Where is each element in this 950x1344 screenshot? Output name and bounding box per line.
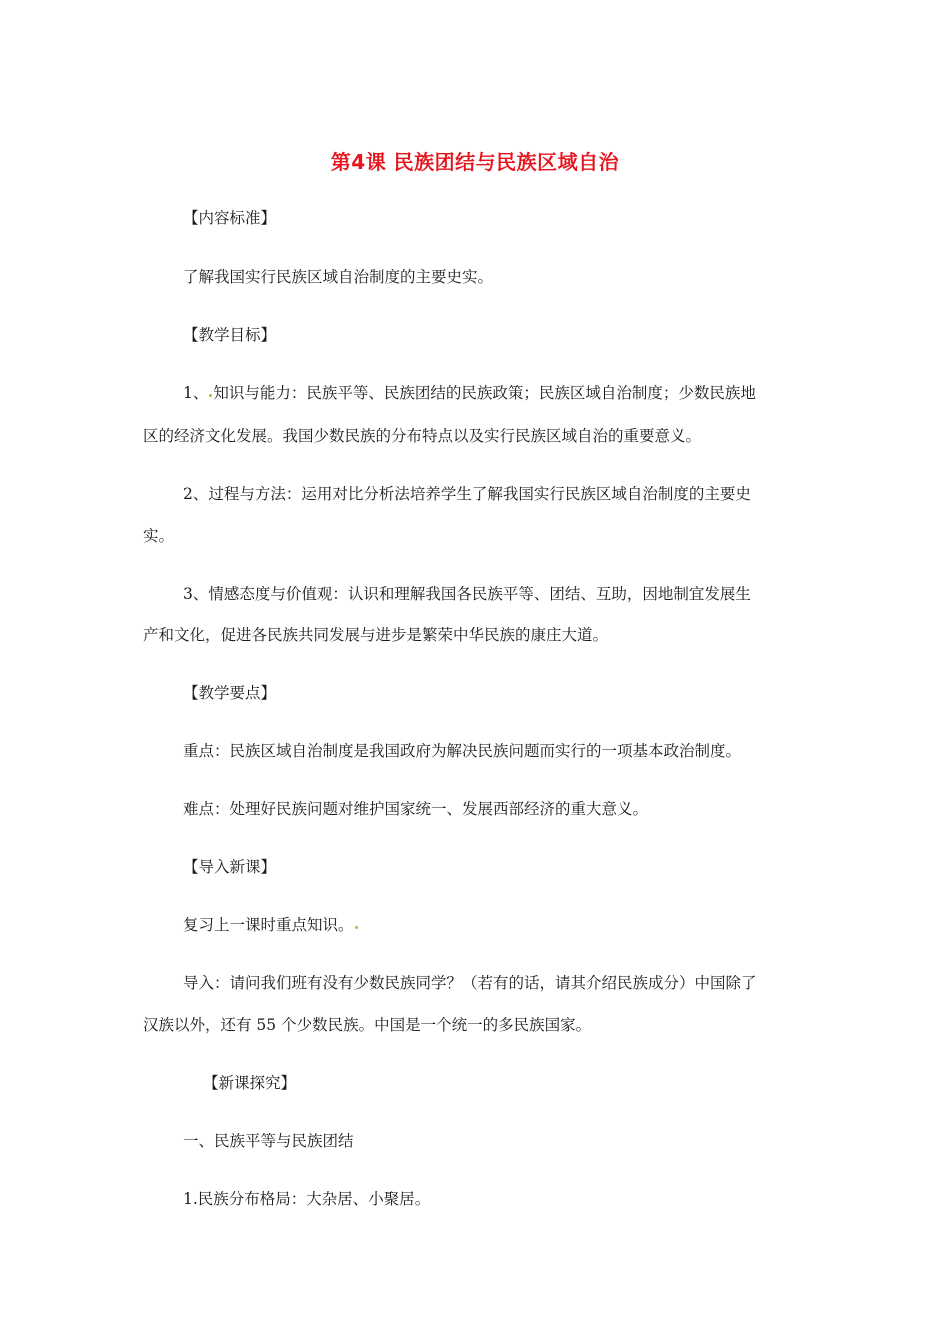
lesson-title: 第4课 民族团结与民族区域自治	[330, 150, 620, 174]
goal-3-line-2: 产和文化，促进各民族共同发展与进步是繁荣中华民族的康庄大道。	[143, 626, 609, 644]
new-lesson-heading: 【新课探究】	[203, 1074, 297, 1092]
teaching-goal-heading: 【教学目标】	[183, 326, 277, 344]
goal-2-line-1: 2、过程与方法：运用对比分析法培养学生了解我国实行民族区域自治制度的主要史	[183, 485, 751, 503]
review-text	[183, 914, 359, 936]
content-standard-heading: 【内容标准】	[183, 209, 277, 227]
content-standard-text: 了解我国实行民族区域自治制度的主要史实。	[183, 268, 494, 286]
goal-1-number: 1、	[183, 384, 209, 402]
key-points-heading: 【教学要点】	[183, 684, 277, 702]
stray-mark-icon	[355, 926, 358, 929]
stray-mark-icon	[209, 394, 212, 397]
goal-1-line-1	[183, 382, 756, 404]
goal-2-line-2: 实。	[143, 527, 175, 545]
difficult-point: 难点：处理好民族问题对维护国家统一、发展西部经济的重大意义。	[183, 800, 649, 818]
goal-1-text: 知识与能力：民族平等、民族团结的民族政策；民族区域自治制度；少数民族地	[213, 384, 756, 402]
part-1-heading: 一、民族平等与民族团结	[183, 1132, 354, 1150]
intro-heading: 【导入新课】	[183, 858, 277, 876]
key-point: 重点：民族区域自治制度是我国政府为解决民族问题而实行的一项基本政治制度。	[183, 742, 742, 760]
intro-line-2: 汉族以外，还有 55 个少数民族。中国是一个统一的多民族国家。	[143, 1016, 592, 1034]
intro-line-1: 导入：请问我们班有没有少数民族同学？（若有的话，请其介绍民族成分）中国除了	[183, 974, 757, 992]
goal-3-line-1: 3、情感态度与价值观：认识和理解我国各民族平等、团结、互助，因地制宜发展生	[183, 585, 751, 603]
goal-1-line-2: 区的经济文化发展。我国少数民族的分布特点以及实行民族区域自治的重要意义。	[143, 427, 702, 445]
item-1: 1.民族分布格局：大杂居、小聚居。	[183, 1190, 431, 1208]
review-sentence: 复习上一课时重点知识。	[183, 916, 354, 934]
